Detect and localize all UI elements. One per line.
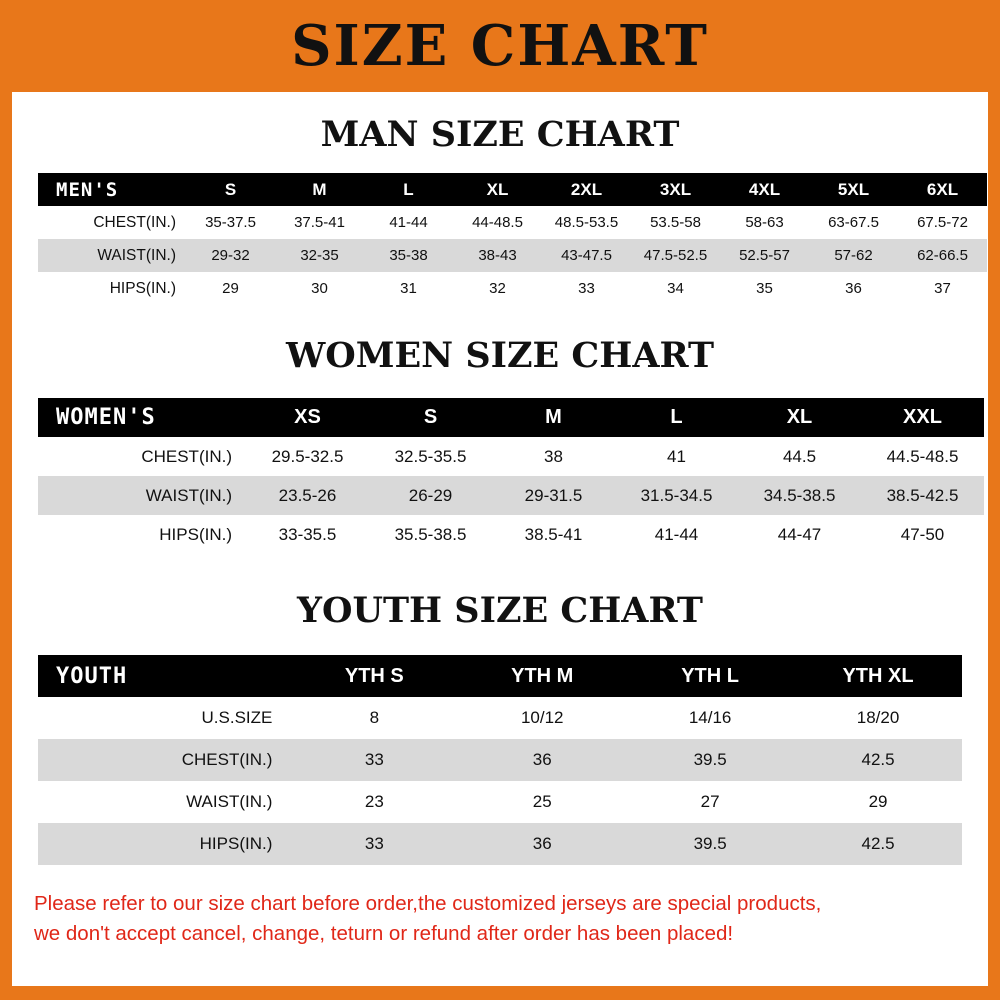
table-cell: 42.5 bbox=[861, 834, 895, 853]
table-cell: 35-38 bbox=[389, 247, 428, 264]
women-size-section bbox=[12, 335, 988, 554]
table-header-cell: XL bbox=[486, 179, 509, 199]
table-cell: 33 bbox=[364, 834, 384, 853]
table-cell: 38.5-41 bbox=[524, 524, 583, 544]
man-size-table bbox=[38, 173, 987, 305]
table-header-cell: S bbox=[224, 179, 237, 199]
table-cell: 48.5-53.5 bbox=[554, 214, 619, 231]
table-header-cell: 3XL bbox=[659, 179, 692, 199]
table-cell: 41-44 bbox=[389, 214, 428, 231]
table-row bbox=[38, 206, 987, 239]
table-row bbox=[38, 476, 984, 515]
table-row bbox=[38, 437, 984, 476]
table-cell: 36 bbox=[532, 834, 552, 853]
table-cell: 57-62 bbox=[834, 247, 873, 264]
table-row bbox=[38, 272, 987, 305]
table-cell: 29-32 bbox=[211, 247, 250, 264]
table-cell: 39.5 bbox=[693, 750, 727, 769]
table-cell: 44.5-48.5 bbox=[886, 446, 959, 466]
women-section-title: WOMEN SIZE CHART bbox=[285, 335, 715, 376]
row-label: WAIST(IN.) bbox=[97, 246, 176, 264]
table-header-corner: WOMEN'S bbox=[56, 405, 156, 430]
table-row bbox=[38, 739, 962, 781]
table-cell: 38-43 bbox=[478, 247, 517, 264]
table-cell: 31 bbox=[400, 280, 417, 297]
table-cell: 35 bbox=[756, 280, 773, 297]
table-cell: 25 bbox=[532, 792, 552, 811]
row-label: U.S.SIZE bbox=[201, 708, 273, 727]
table-cell: 34.5-38.5 bbox=[763, 485, 836, 505]
table-header-cell: XL bbox=[786, 406, 813, 428]
man-size-section bbox=[12, 114, 988, 305]
table-cell: 41 bbox=[667, 446, 686, 466]
youth-section-title: YOUTH SIZE CHART bbox=[297, 590, 703, 631]
table-cell: 26-29 bbox=[408, 485, 453, 505]
table-cell: 58-63 bbox=[745, 214, 784, 231]
table-header-cell: 6XL bbox=[926, 179, 959, 199]
table-header-cell: L bbox=[403, 179, 414, 199]
table-header-row bbox=[38, 173, 987, 206]
note-line-1: Please refer to our size chart before order,the customized jerseys are special products, bbox=[34, 892, 822, 915]
man-section-title: MAN SIZE CHART bbox=[320, 114, 680, 155]
table-cell: 10/12 bbox=[520, 708, 564, 727]
table-cell: 29 bbox=[222, 280, 239, 297]
table-header-cell: L bbox=[670, 406, 683, 428]
table-header-cell: M bbox=[545, 406, 562, 428]
bottom-accent-bar bbox=[0, 986, 1000, 1000]
table-header-cell: S bbox=[423, 406, 438, 428]
table-header-cell: YTH XL bbox=[842, 664, 914, 687]
row-label: CHEST(IN.) bbox=[181, 750, 273, 769]
table-header-cell: XXL bbox=[903, 406, 942, 428]
women-table-body bbox=[38, 398, 984, 554]
table-row bbox=[38, 697, 962, 739]
table-header-cell: XS bbox=[294, 406, 321, 428]
table-header-cell: M bbox=[312, 179, 327, 199]
table-cell: 29-31.5 bbox=[524, 485, 583, 505]
women-size-table bbox=[38, 398, 984, 554]
table-cell: 32 bbox=[489, 280, 506, 297]
table-cell: 36 bbox=[845, 280, 862, 297]
table-cell: 38.5-42.5 bbox=[886, 485, 959, 505]
youth-size-table bbox=[38, 655, 962, 865]
table-cell: 30 bbox=[311, 280, 328, 297]
table-cell: 35.5-38.5 bbox=[394, 524, 467, 544]
table-cell: 29 bbox=[868, 792, 888, 811]
table-cell: 33 bbox=[578, 280, 595, 297]
table-cell: 52.5-57 bbox=[739, 247, 790, 264]
table-cell: 33 bbox=[364, 750, 384, 769]
youth-table-body bbox=[38, 655, 962, 865]
table-cell: 34 bbox=[667, 280, 684, 297]
table-header-corner: MEN'S bbox=[56, 178, 119, 201]
table-header-cell: 2XL bbox=[570, 179, 603, 199]
table-cell: 47-50 bbox=[900, 524, 945, 544]
table-row bbox=[38, 781, 962, 823]
table-cell: 62-66.5 bbox=[917, 247, 968, 264]
row-label: HIPS(IN.) bbox=[109, 279, 176, 297]
row-label: HIPS(IN.) bbox=[199, 834, 273, 853]
table-row bbox=[38, 823, 962, 865]
table-row bbox=[38, 515, 984, 554]
table-cell: 37.5-41 bbox=[294, 214, 345, 231]
table-cell: 44-48.5 bbox=[472, 214, 523, 231]
table-cell: 37 bbox=[934, 280, 951, 297]
row-label: CHEST(IN.) bbox=[141, 446, 232, 466]
table-cell: 63-67.5 bbox=[828, 214, 879, 231]
row-label: HIPS(IN.) bbox=[159, 524, 232, 544]
table-header-cell: YTH S bbox=[344, 664, 404, 687]
note-line-2: we don't accept cancel, change, teturn or refund after order has been placed! bbox=[34, 921, 734, 945]
table-header-cell: 4XL bbox=[748, 179, 781, 199]
table-cell: 29.5-32.5 bbox=[271, 446, 344, 466]
table-cell: 44.5 bbox=[782, 446, 817, 466]
table-row bbox=[38, 239, 987, 272]
row-label: CHEST(IN.) bbox=[93, 213, 176, 231]
table-cell: 53.5-58 bbox=[650, 214, 701, 231]
man-table-body bbox=[38, 173, 987, 305]
table-cell: 33-35.5 bbox=[278, 524, 337, 544]
order-policy-note bbox=[34, 889, 966, 948]
row-label: WAIST(IN.) bbox=[145, 485, 232, 505]
table-cell: 18/20 bbox=[856, 708, 900, 727]
table-cell: 38 bbox=[544, 446, 563, 466]
table-cell: 41-44 bbox=[654, 524, 699, 544]
table-cell: 35-37.5 bbox=[205, 214, 256, 231]
table-cell: 32-35 bbox=[300, 247, 339, 264]
table-cell: 32.5-35.5 bbox=[394, 446, 467, 466]
youth-size-section bbox=[12, 590, 988, 865]
table-header-cell: 5XL bbox=[837, 179, 870, 199]
table-cell: 36 bbox=[532, 750, 552, 769]
table-header-corner: YOUTH bbox=[56, 663, 128, 689]
table-cell: 42.5 bbox=[861, 750, 895, 769]
banner bbox=[0, 0, 1000, 92]
table-cell: 44-47 bbox=[777, 524, 822, 544]
table-cell: 67.5-72 bbox=[917, 214, 968, 231]
table-cell: 39.5 bbox=[693, 834, 727, 853]
table-cell: 14/16 bbox=[688, 708, 732, 727]
banner-title: SIZE CHART bbox=[291, 13, 709, 79]
table-cell: 23 bbox=[364, 792, 384, 811]
table-header-cell: YTH M bbox=[511, 664, 574, 687]
table-cell: 8 bbox=[369, 708, 380, 727]
table-cell: 47.5-52.5 bbox=[643, 247, 708, 264]
table-cell: 31.5-34.5 bbox=[640, 485, 713, 505]
table-header-row bbox=[38, 655, 962, 697]
table-cell: 43-47.5 bbox=[561, 247, 612, 264]
row-label: WAIST(IN.) bbox=[186, 792, 273, 811]
table-header-cell: YTH L bbox=[681, 664, 739, 687]
table-cell: 27 bbox=[700, 792, 720, 811]
table-cell: 23.5-26 bbox=[278, 485, 337, 505]
table-header-row bbox=[38, 398, 984, 437]
